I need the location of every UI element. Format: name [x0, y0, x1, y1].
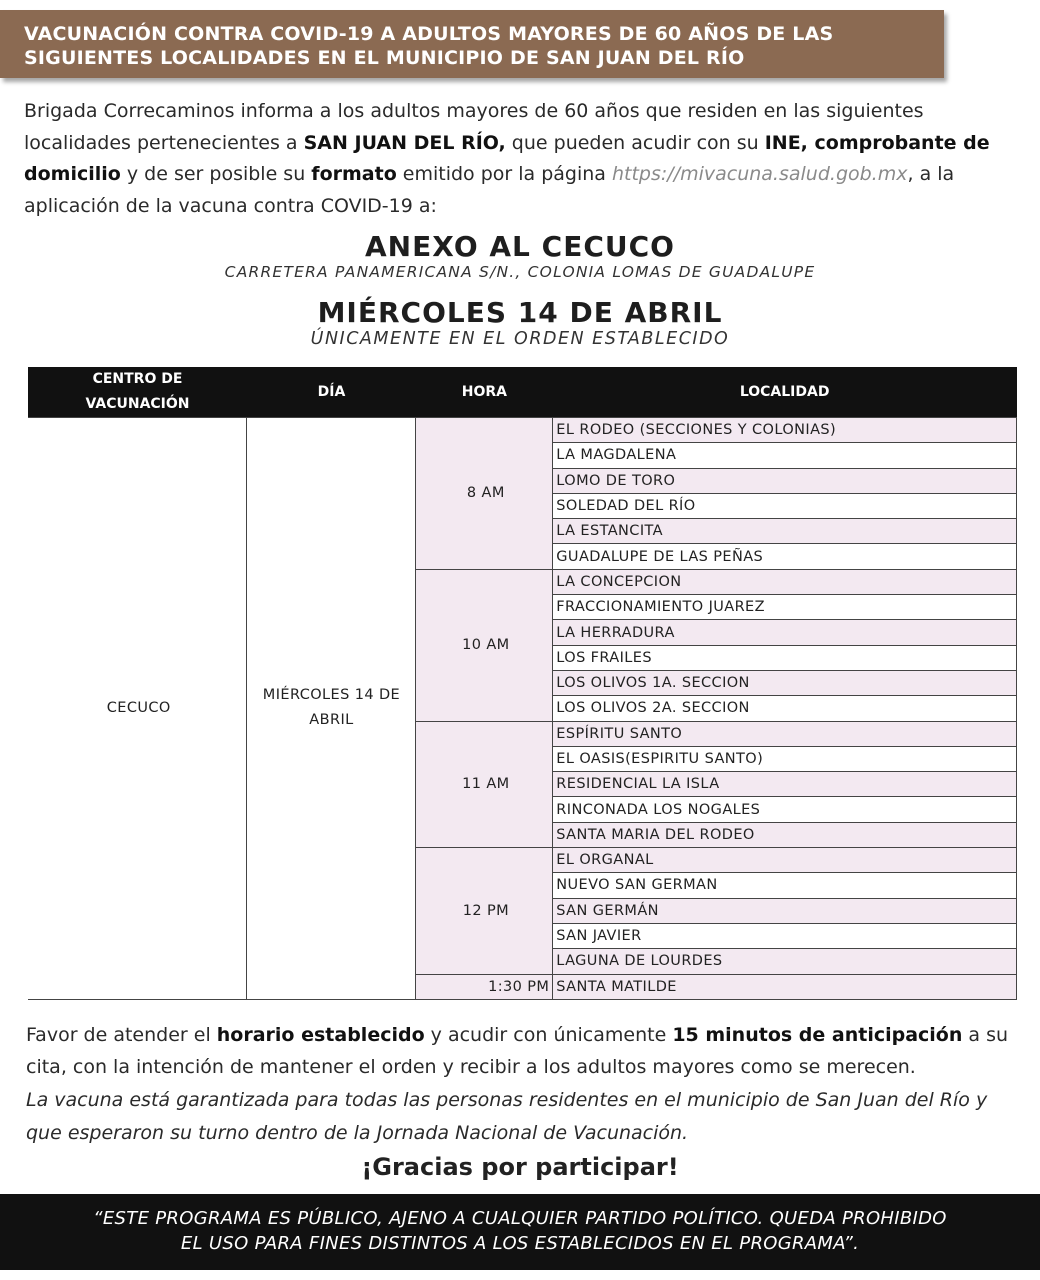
closing-text-3: a su cita, con la intención de mantener el orden y recibir a los adultos mayores como se merecen. [26, 1024, 1009, 1078]
closing-bold-schedule: horario establecido [216, 1024, 425, 1046]
legal-line-1: “ESTE PROGRAMA ES PÚBLICO, AJENO A CUALQUIER PARTIDO POLÍTICO. QUEDA PROHIBIDO [93, 1208, 947, 1229]
locality-cell: RINCONADA LOS NOGALES [553, 797, 1017, 822]
locality-cell: LOMO DE TORO [553, 468, 1017, 493]
vaccine-url-link[interactable]: https://mivacuna.salud.gob.mx [611, 163, 908, 185]
day-cell: MIÉRCOLES 14 DE ABRIL [247, 418, 416, 1000]
venue-address: CARRETERA PANAMERICANA S/N., COLONIA LOMAS DE GUADALUPE [224, 263, 816, 281]
locality-cell: LA CONCEPCION [553, 569, 1017, 594]
hour-cell: 8 AM [416, 418, 553, 570]
title-banner [0, 10, 944, 78]
locality-cell: LOS OLIVOS 2A. SECCION [553, 696, 1017, 721]
locality-cell: SANTA MARIA DEL RODEO [553, 822, 1017, 847]
intro-bold-municipality: SAN JUAN DEL RÍO, [303, 131, 506, 154]
venue-name: ANEXO AL CECUCO [365, 230, 675, 263]
header-locality: LOCALIDAD [553, 367, 1017, 418]
table-header-row [28, 367, 1017, 418]
title-line-1: VACUNACIÓN CONTRA COVID-19 A ADULTOS MAYORES DE 60 AÑOS DE LAS [24, 23, 834, 45]
locality-cell: LAGUNA DE LOURDES [553, 949, 1017, 974]
locality-cell: EL OASIS(ESPIRITU SANTO) [553, 746, 1017, 771]
legal-footer [0, 1194, 1040, 1270]
intro-text-2: que pueden acudir con su [505, 131, 765, 154]
title-line-2: SIGUIENTES LOCALIDADES EN EL MUNICIPIO DE SAN JUAN DEL RÍO [24, 47, 745, 69]
header-center: CENTRO DE VACUNACIÓN [28, 367, 247, 418]
locality-cell: GUADALUPE DE LAS PEÑAS [553, 544, 1017, 569]
intro-text-4: emitido por la página [396, 163, 612, 185]
legal-text [30, 1206, 1010, 1256]
hour-cell: 1:30 PM [416, 974, 553, 999]
closing-text-2: y acudir con únicamente [424, 1024, 673, 1046]
locality-cell: SOLEDAD DEL RÍO [553, 493, 1017, 518]
thanks-message: ¡Gracias por participar! [361, 1153, 679, 1181]
schedule-body [28, 418, 1017, 1000]
hour-cell: 10 AM [416, 569, 553, 721]
hour-cell: 11 AM [416, 721, 553, 847]
locality-cell: NUEVO SAN GERMAN [553, 873, 1017, 898]
locality-cell: SAN GERMÁN [553, 898, 1017, 923]
legal-line-2: EL USO PARA FINES DISTINTOS A LOS ESTABLECIDOS EN EL PROGRAMA”. [180, 1233, 860, 1254]
locality-cell: ESPÍRITU SANTO [553, 721, 1017, 746]
schedule-table [28, 367, 1017, 1000]
table-row [28, 418, 1017, 443]
intro-text-5: , a la aplicación de la vacuna contra COVID-19 a: [24, 163, 955, 217]
header-day: DÍA [247, 367, 416, 418]
header-hour: HORA [416, 367, 553, 418]
center-cell: CECUCO [28, 418, 247, 1000]
guarantee-note: La vacuna está garantizada para todas las personas residentes en el municipio de San Juan del Río y que esperaron su turno dentro de la Jornada Nacional de Vacunación. [26, 1089, 988, 1144]
closing-paragraph [26, 1020, 1018, 1150]
closing-instructions [26, 1020, 1018, 1083]
locality-cell: LOS FRAILES [553, 645, 1017, 670]
locality-cell: EL ORGANAL [553, 848, 1017, 873]
locality-cell: LOS OLIVOS 1A. SECCION [553, 670, 1017, 695]
locality-cell: SANTA MATILDE [553, 974, 1017, 999]
intro-paragraph [24, 96, 1019, 222]
intro-bold-format: formato [311, 163, 397, 185]
intro-text-1: Brigada Correcaminos informa a los adultos mayores de 60 años que residen en las siguientes localidades pertenecientes a [24, 100, 924, 154]
order-note: ÚNICAMENTE EN EL ORDEN ESTABLECIDO [310, 329, 730, 349]
vaccination-date: MIÉRCOLES 14 DE ABRIL [317, 296, 723, 329]
intro-bold-documents: INE, comprobante de domicilio [24, 131, 990, 185]
locality-cell: RESIDENCIAL LA ISLA [553, 772, 1017, 797]
closing-text-1: Favor de atender el [26, 1024, 217, 1046]
intro-text-3: y de ser posible su [120, 163, 312, 185]
locality-cell: LA ESTANCITA [553, 519, 1017, 544]
locality-cell: FRACCIONAMIENTO JUAREZ [553, 595, 1017, 620]
closing-bold-minutes: 15 minutos de anticipación [672, 1024, 963, 1046]
title-text [24, 22, 924, 70]
locality-cell: LA HERRADURA [553, 620, 1017, 645]
hour-cell: 12 PM [416, 848, 553, 974]
locality-cell: SAN JAVIER [553, 923, 1017, 948]
locality-cell: LA MAGDALENA [553, 443, 1017, 468]
locality-cell: EL RODEO (SECCIONES Y COLONIAS) [553, 418, 1017, 443]
